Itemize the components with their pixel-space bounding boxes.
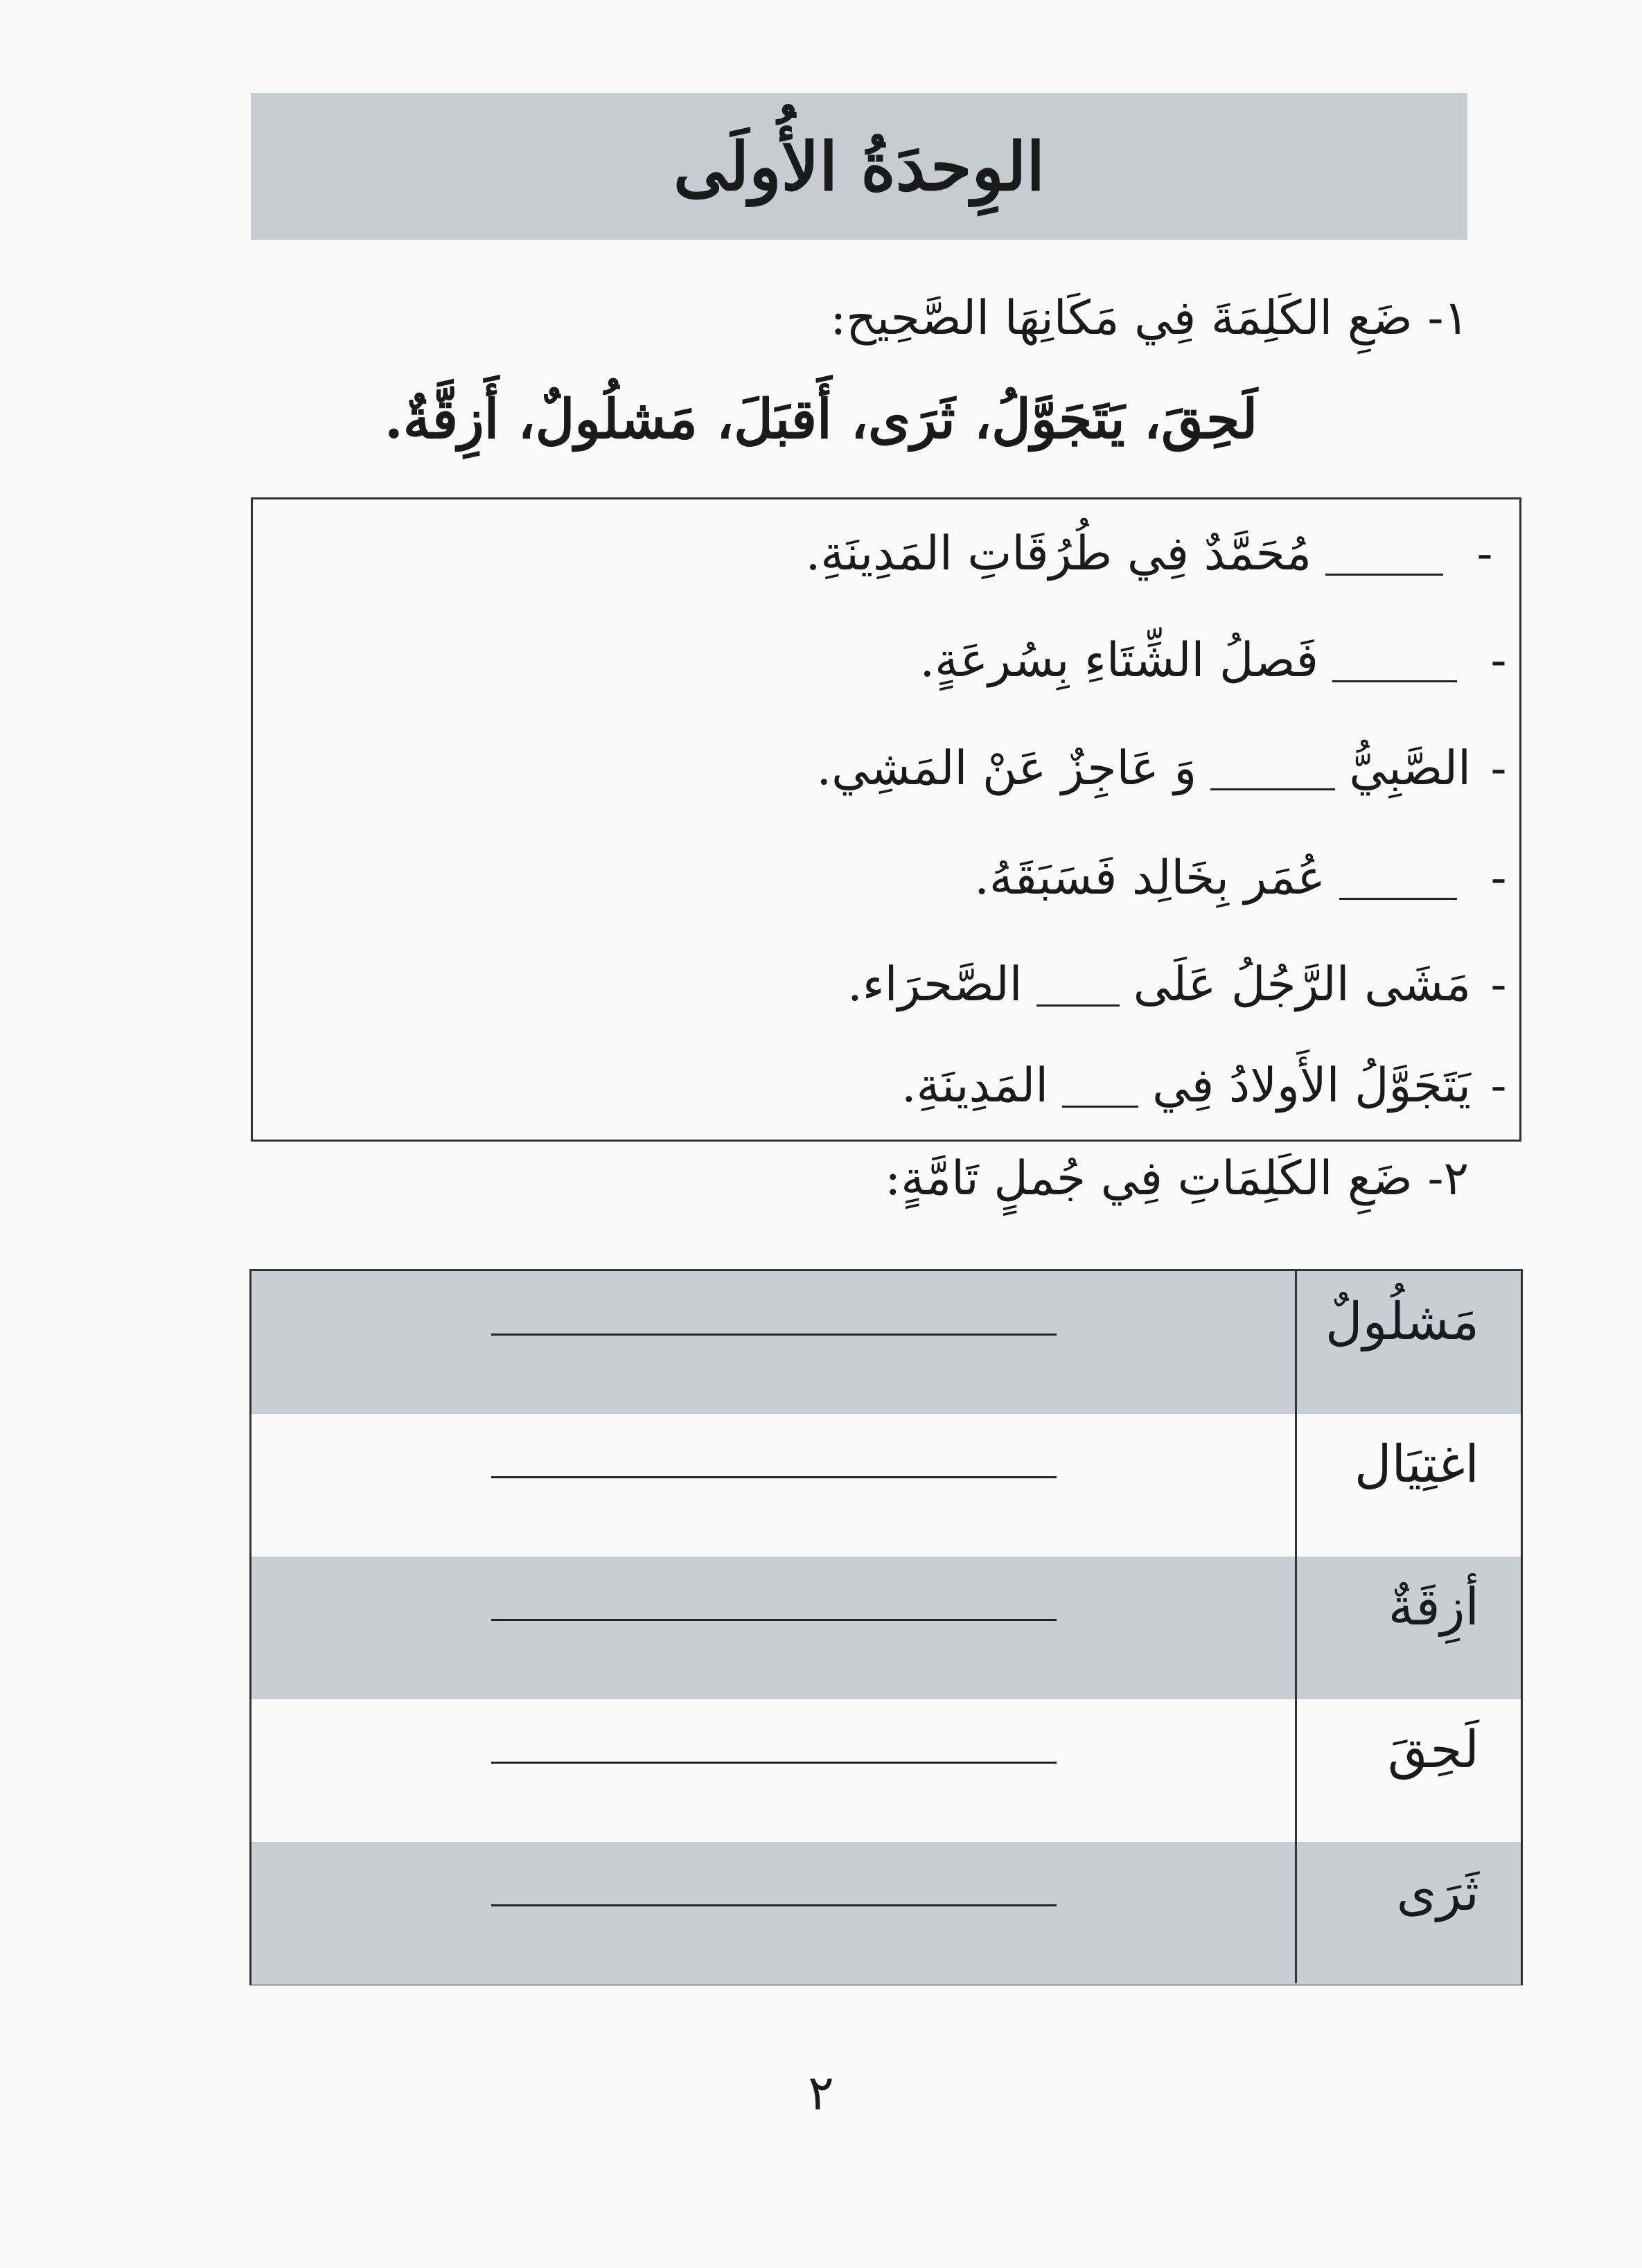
vocab-word: لَحِقَ <box>1387 1720 1479 1780</box>
bullet-dash: - <box>1490 1058 1507 1113</box>
sentence-3-start: الصَّبِيُّ <box>1349 741 1471 796</box>
table-row <box>251 1842 1521 1985</box>
bullet-dash: - <box>1476 526 1493 581</box>
sentence-3 <box>249 727 1519 810</box>
column-divider <box>1295 1271 1297 1983</box>
sentence-6-end: المَدِينَةِ. <box>901 1058 1049 1113</box>
sentence-2 <box>249 619 1519 702</box>
answer-line[interactable] <box>491 1476 1057 1478</box>
bullet-dash: - <box>1490 957 1507 1012</box>
answer-blank[interactable] <box>1036 963 1120 1007</box>
word-bank: لَحِقَ، يَتَجَوَّلُ، ثَرَى، أَقبَلَ، مَشلُولٌ، أَزِقَّةٌ. <box>384 388 1258 451</box>
bullet-dash: - <box>1490 741 1507 796</box>
exercise-1-instruction: ١- ضَعِ الكَلِمَةَ فِي مَكَانِهَا الصَّحِيح: <box>830 291 1469 346</box>
sentence-3-end: وَ عَاجِزٌ عَنْ المَشِي. <box>816 741 1197 796</box>
sentence-2-text: فَصلُ الشِّتَاءِ بِسُرعَةٍ. <box>919 632 1318 688</box>
answer-line[interactable] <box>491 1762 1057 1764</box>
bullet-dash: - <box>1490 850 1507 905</box>
sentence-6-start: يَتَجَوَّلُ الأَولادُ فِي <box>1152 1058 1471 1113</box>
answer-blank[interactable] <box>1339 856 1457 900</box>
sentence-6 <box>249 1044 1519 1127</box>
sentence-1 <box>235 512 1519 595</box>
answer-line[interactable] <box>491 1334 1057 1336</box>
exercise-2-table <box>249 1269 1523 1985</box>
sentence-4-text: عُمَر بِخَالِد فَسَبَقَهُ. <box>974 850 1325 905</box>
sentence-1-text: مُحَمَّدٌ فِي طُرُقَاتِ المَدِينَةِ. <box>805 526 1312 581</box>
vocab-word: مَشلُولٌ <box>1325 1292 1479 1352</box>
table-row <box>251 1271 1521 1414</box>
exercise-2-instruction: ٢- ضَعِ الكَلِمَاتِ فِي جُملٍ تَامَّةٍ: <box>885 1151 1469 1206</box>
answer-line[interactable] <box>491 1904 1057 1906</box>
page-number: ٢ <box>808 2064 834 2121</box>
exercise-1-box <box>251 497 1521 1142</box>
sentence-5-end: الصَّحرَاء. <box>847 957 1023 1012</box>
answer-blank[interactable] <box>1062 1064 1138 1108</box>
answer-line[interactable] <box>491 1619 1057 1621</box>
answer-blank[interactable] <box>1332 639 1457 682</box>
vocab-word: ثَرَى <box>1396 1863 1479 1922</box>
table-row <box>251 1414 1521 1557</box>
vocab-word: اغتِيَال <box>1354 1435 1479 1494</box>
answer-blank[interactable] <box>1210 747 1335 790</box>
unit-title: الوِحدَةُ الأُولَى <box>673 127 1045 206</box>
table-row <box>251 1699 1521 1842</box>
sentence-4 <box>249 836 1519 919</box>
sentence-5-start: مَشَى الرَّجُلُ عَلَى <box>1133 957 1471 1012</box>
bullet-dash: - <box>1490 632 1507 688</box>
unit-title-band <box>251 93 1467 240</box>
answer-blank[interactable] <box>1325 532 1443 576</box>
table-row <box>251 1557 1521 1699</box>
sentence-5 <box>249 943 1519 1026</box>
vocab-word: أزِقَةٌ <box>1388 1577 1479 1637</box>
